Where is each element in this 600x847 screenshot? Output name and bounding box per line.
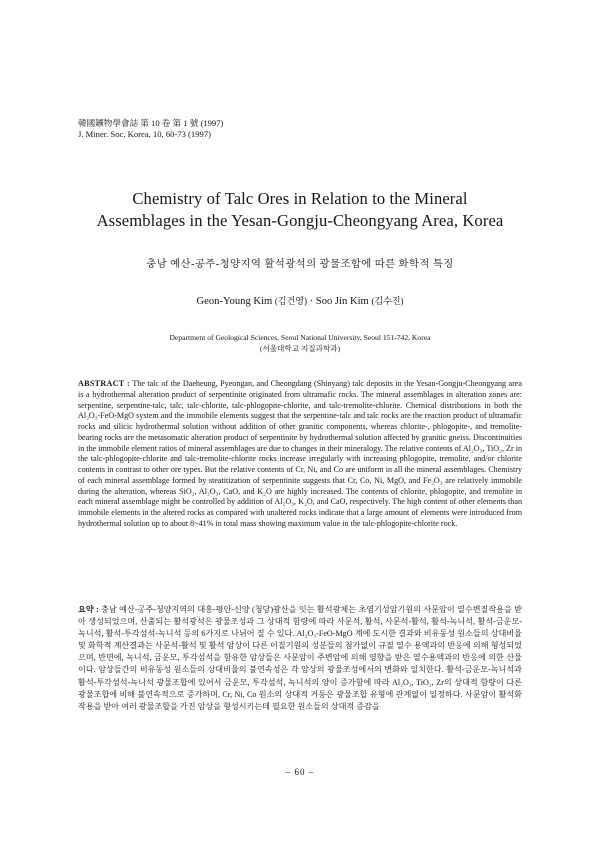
korean-title: 충남 예산-공주-청양지역 활석광석의 광물조합에 따른 화학적 특징 [146,259,454,270]
author-1-korean-name: (김건영) [274,296,307,306]
author-line [70,294,530,307]
affiliation-korean: (서울대학교 지질과학과) [259,343,341,353]
page-number: – 60 – [285,767,315,777]
author-2-name: Soo Jin Kim [315,296,369,307]
abstract-heading: ABSTRACT : [78,379,131,388]
affiliation-english: Department of Geological Sciences, Seoul National University, Seoul 151-742, Korea [169,333,431,342]
author-2-korean-name: (김수진) [371,296,404,306]
title-line-1: Chemistry of Talc Ores in Relation to the Mineral [132,189,468,208]
paper-title [70,188,530,232]
author-1-name: Geon-Young Kim [196,296,273,307]
journal-line-korean: 韓國鑛物學會誌 第 10 卷 第 1 號 (1997) [78,118,224,128]
affiliation [70,333,530,354]
abstract-body: The talc of the Daeheung, Pyeongan, and Cheongdang (Shinyang) talc deposits in the Yesan-Gongju-Cheongyang area is a hydrothermal alteration product of serpentinite originated from ultramafic rocks. The mineral assemblages in alteration zones are: serpentine, serpentine-talc, talc, talc-chlorite, talc-phlogopite-chlorite, and talc-tremolite-chlorite. Chemical distributions in both the Al₂O₃-FeO-MgO system and the immobile elements suggest that the serpentine-talc and talc rocks are the reaction product of ultramafic rocks and silicic hydrothermal solution without addition of other granitic components, whereas chlorite-, phlogopite-, and tremolite-bearing rocks are the metasomatic alteration product of serpentinite by hydrothermal solution affected by granitic gneiss. Discontinuities in the immobile element ratios of mineral assemblages are due to changes in their mineralogy. The relative contents of Al₂O₃, TiO₂, Zr in the talc-phlogopite-chlorite and talc-tremolite-chlorite rocks increase irregularly with increasing phlogopite, tremolite, and/or chlorite contents in contrast to other ore types. But the relative contents of Cr, Ni, and Co are uniform in all the mineral assemblages. Chemistry of each mineral assemblage formed by steatitization of serpentinite suggests that Cr, Co, Ni, MgO, and Fe₂O₃ are relatively immobile during the alteration, whereas SiO₂, Al₂O₃, CaO, and K₂O are highly increased. The contents of chlorite, phlogopite, and tremolite in each mineral assemblage might be controlled by addition of Al₂O₃, K₂O, and CaO, respectively. The high content of other elements than immobile elements in the altered rocks as compared with unaltered rocks indicate that a large amount of elements were introduced from hydrothermal solution up to about 8~41% in total mass showing maximum value in the talc-phlogopite-chlorite rock. [78,379,522,528]
english-abstract [78,379,522,530]
journal-line-english: J. Miner. Soc. Korea, 10, 60-73 (1997) [78,128,211,139]
korean-abstract-heading: 요약 : [78,605,99,614]
korean-abstract [78,604,522,713]
title-line-2: Assemblages in the Yesan-Gongju-Cheongyang Area, Korea [96,211,504,230]
journal-header [78,118,223,139]
author-separator: · [309,296,314,307]
korean-abstract-body: 충남 예산-공주-청양지역의 대흥-평안-신양 (청당)광산을 잇는 활석광체는 초염기성암기원의 사문암이 열수변질작용을 받아 생성되었으며, 산출되는 활석광석은 광물조성과 그 상대적 함량에 따라 사문석, 활석, 사문석-활석, 활석-녹니석, 활석-금운모-녹니석, 활석-투각섬석-녹니석 등의 6가지로 나뉘어 질 수 있다. Al₂O₃-FeO-MgO 계에 도시한 결과와 비유동성 원소들의 상대비율 및 화학적 계산결과는 사문석-활석 및 활석 암상이 다른 이질기원의 성분들의 첨가없이 규질 열수 용액과의 반응에 의해 형성되었으며, 반면에, 녹니석, 금운모, 투각섬석을 함유한 암상들은 사문암이 주변암에 의해 영향을 받은 열수용액과의 반응에 의한 산물이다. 암상들간의 비유동성 원소들의 상대비율의 불연속성은 각 암상의 광물조성에서의 변화와 일치한다. 활석-금운모-녹니석과 활석-투각섬석-녹니석 광물조합에 있어서 금운모, 투각섬석, 녹니석의 양이 증가함에 따라 Al₂O₃, TiO₂, Zr의 상대적 함량이 다른 광물조합에 비해 불연속적으로 증가하며, Cr, Ni, Co 원소의 상대적 거동은 광물조합 유형에 관계없이 일정하다. 사문암이 활석화 작용을 받아 여러 광물조합을 가진 암상을 형성시키는데 필요한 원소들의 상대적 증감을 [78,605,522,711]
